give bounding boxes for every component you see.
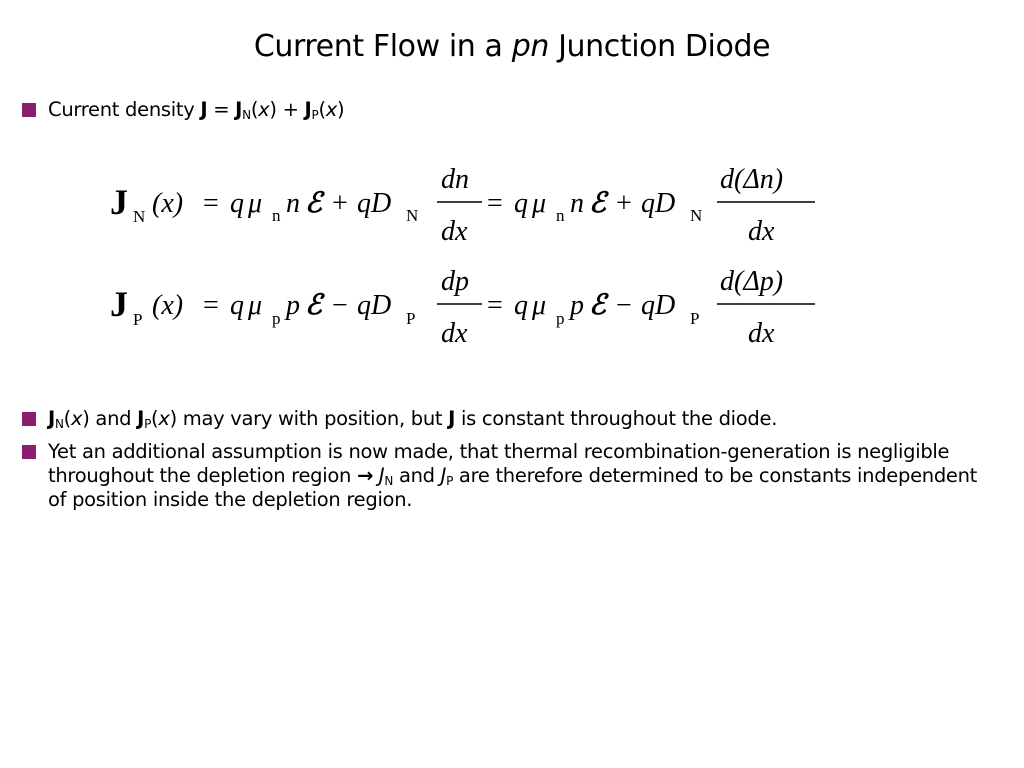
eq-n-mu: μ [248, 188, 263, 219]
bullet-2-N-sub: N [54, 417, 64, 431]
eq-n-q: q [230, 188, 244, 219]
bullet-2-J: J [448, 407, 456, 430]
eq-n-dx-2: dx [748, 216, 775, 247]
bullet-1-x: x [258, 98, 270, 121]
title-italic-pn: pn [511, 29, 549, 64]
slide-title [0, 27, 1024, 67]
eq-p-mu-sub-2: p [556, 309, 565, 328]
eq-n-equals: = [203, 188, 219, 219]
bullet-2-x2: x [158, 407, 170, 430]
bullet-1-JP: J [304, 98, 312, 121]
bullet-2-mid: may vary with position, but [176, 407, 449, 430]
eq-n-plus: + [332, 188, 348, 219]
eq-n-J: J [110, 182, 128, 222]
bullet-2-JN: J [48, 407, 55, 430]
bullet-marker-1 [22, 103, 36, 117]
bullet-1-JN: J [235, 98, 243, 121]
eq-p-minus: − [332, 290, 348, 321]
bullet-2-P-sub: P [144, 417, 152, 431]
eq-n-qD-2: qD [641, 188, 676, 219]
eq-n-dn: dn [441, 164, 469, 195]
eq-n-x: (x) [152, 188, 184, 219]
bullet-1-x2: x [325, 98, 337, 121]
eq-n-d-delta-n: d(Δn) [720, 164, 784, 195]
bullet-1-J: J [200, 98, 208, 121]
eq-p-qD-2: qD [641, 290, 676, 321]
eq-p-q: q [230, 290, 244, 321]
eq-p-dx: dx [441, 318, 468, 349]
bullet-3-P-sub: P [446, 474, 454, 488]
title-text: Current Flow in a [253, 29, 512, 64]
bullet-1-prefix: Current density [48, 98, 201, 121]
eq-n-J-sub: N [133, 207, 146, 226]
eq-p-q-2: q [514, 290, 528, 321]
bullet-1-plus: + [276, 98, 305, 121]
eq-p-mu-sub: p [272, 309, 281, 328]
eq-n-D-sub: N [406, 206, 419, 225]
eq-n-D-sub-2: N [690, 206, 703, 225]
eq-p-p-2: p [570, 290, 584, 321]
eq-p-J-sub: P [133, 310, 143, 329]
equation-jn [100, 150, 840, 250]
bullet-2-x: x [70, 407, 83, 430]
bullet-text-2: $J_N(x)$ and $J_P(x)$ may vary with position, but J is constant throughout the diode. [48, 407, 778, 431]
eq-p-field: ℰ [305, 290, 322, 321]
eq-p-field-2: ℰ [589, 290, 606, 321]
eq-p-equals: = [203, 290, 219, 321]
eq-p-mu: μ [248, 290, 263, 321]
bullet-2-end: is constant throughout the diode. [455, 407, 778, 430]
eq-n-plus-2: + [616, 188, 632, 219]
equation-jp [100, 254, 840, 354]
eq-n-equals-2: = [487, 188, 503, 219]
bullet-3-text-1: Yet an additional assumption is now made, that thermal recombination-generation is negligible throughout the depletion region [48, 440, 950, 487]
eq-p-mu-2: μ [532, 290, 547, 321]
bullet-3-JP: J [440, 464, 447, 487]
eq-p-minus-2: − [616, 290, 632, 321]
eq-p-equals-2: = [487, 290, 503, 321]
eq-n-n: n [286, 188, 300, 219]
eq-n-dx: dx [441, 216, 468, 247]
bullet-marker-3 [22, 445, 36, 459]
bullet-2-and: and [89, 407, 138, 430]
eq-n-n-2: n [570, 188, 584, 219]
bullet-1-eq: = [207, 98, 236, 121]
bullet-3-N-sub: N [384, 474, 394, 488]
eq-p-dp: dp [441, 266, 469, 297]
arrow-right-icon: → [356, 464, 373, 487]
eq-n-mu-sub-2: n [556, 206, 565, 225]
eq-p-D-sub-2: P [690, 309, 700, 328]
eq-p-D-sub: P [406, 309, 416, 328]
bullet-3-text-2: are therefore determined to be constants independent of position inside the depletion region. [48, 464, 978, 511]
bullet-3-and: and [393, 464, 441, 487]
bullet-text-1: Current density $J = J_N(x) + J_P(x)$ [48, 98, 345, 122]
eq-n-q-2: q [514, 188, 528, 219]
eq-p-d-delta-p: d(Δp) [720, 266, 784, 297]
bullet-1-P-sub: P [311, 108, 319, 122]
eq-n-mu-2: μ [532, 188, 547, 219]
eq-p-x: (x) [152, 290, 184, 321]
bullet-marker-2 [22, 412, 36, 426]
eq-p-dx-2: dx [748, 318, 775, 349]
eq-n-mu-sub: n [272, 206, 281, 225]
eq-p-qD: qD [357, 290, 392, 321]
eq-n-field-2: ℰ [589, 188, 606, 219]
eq-n-field: ℰ [305, 188, 322, 219]
eq-n-qD: qD [357, 188, 392, 219]
bullet-1-N-sub: N [242, 108, 251, 122]
bullet-text-3 [48, 440, 998, 512]
bullet-3-JN: J [378, 464, 385, 487]
title-text-end: Junction Diode [548, 29, 771, 64]
eq-p-J: J [110, 284, 128, 324]
eq-p-p: p [286, 290, 300, 321]
bullet-2-JP: J [137, 407, 145, 430]
